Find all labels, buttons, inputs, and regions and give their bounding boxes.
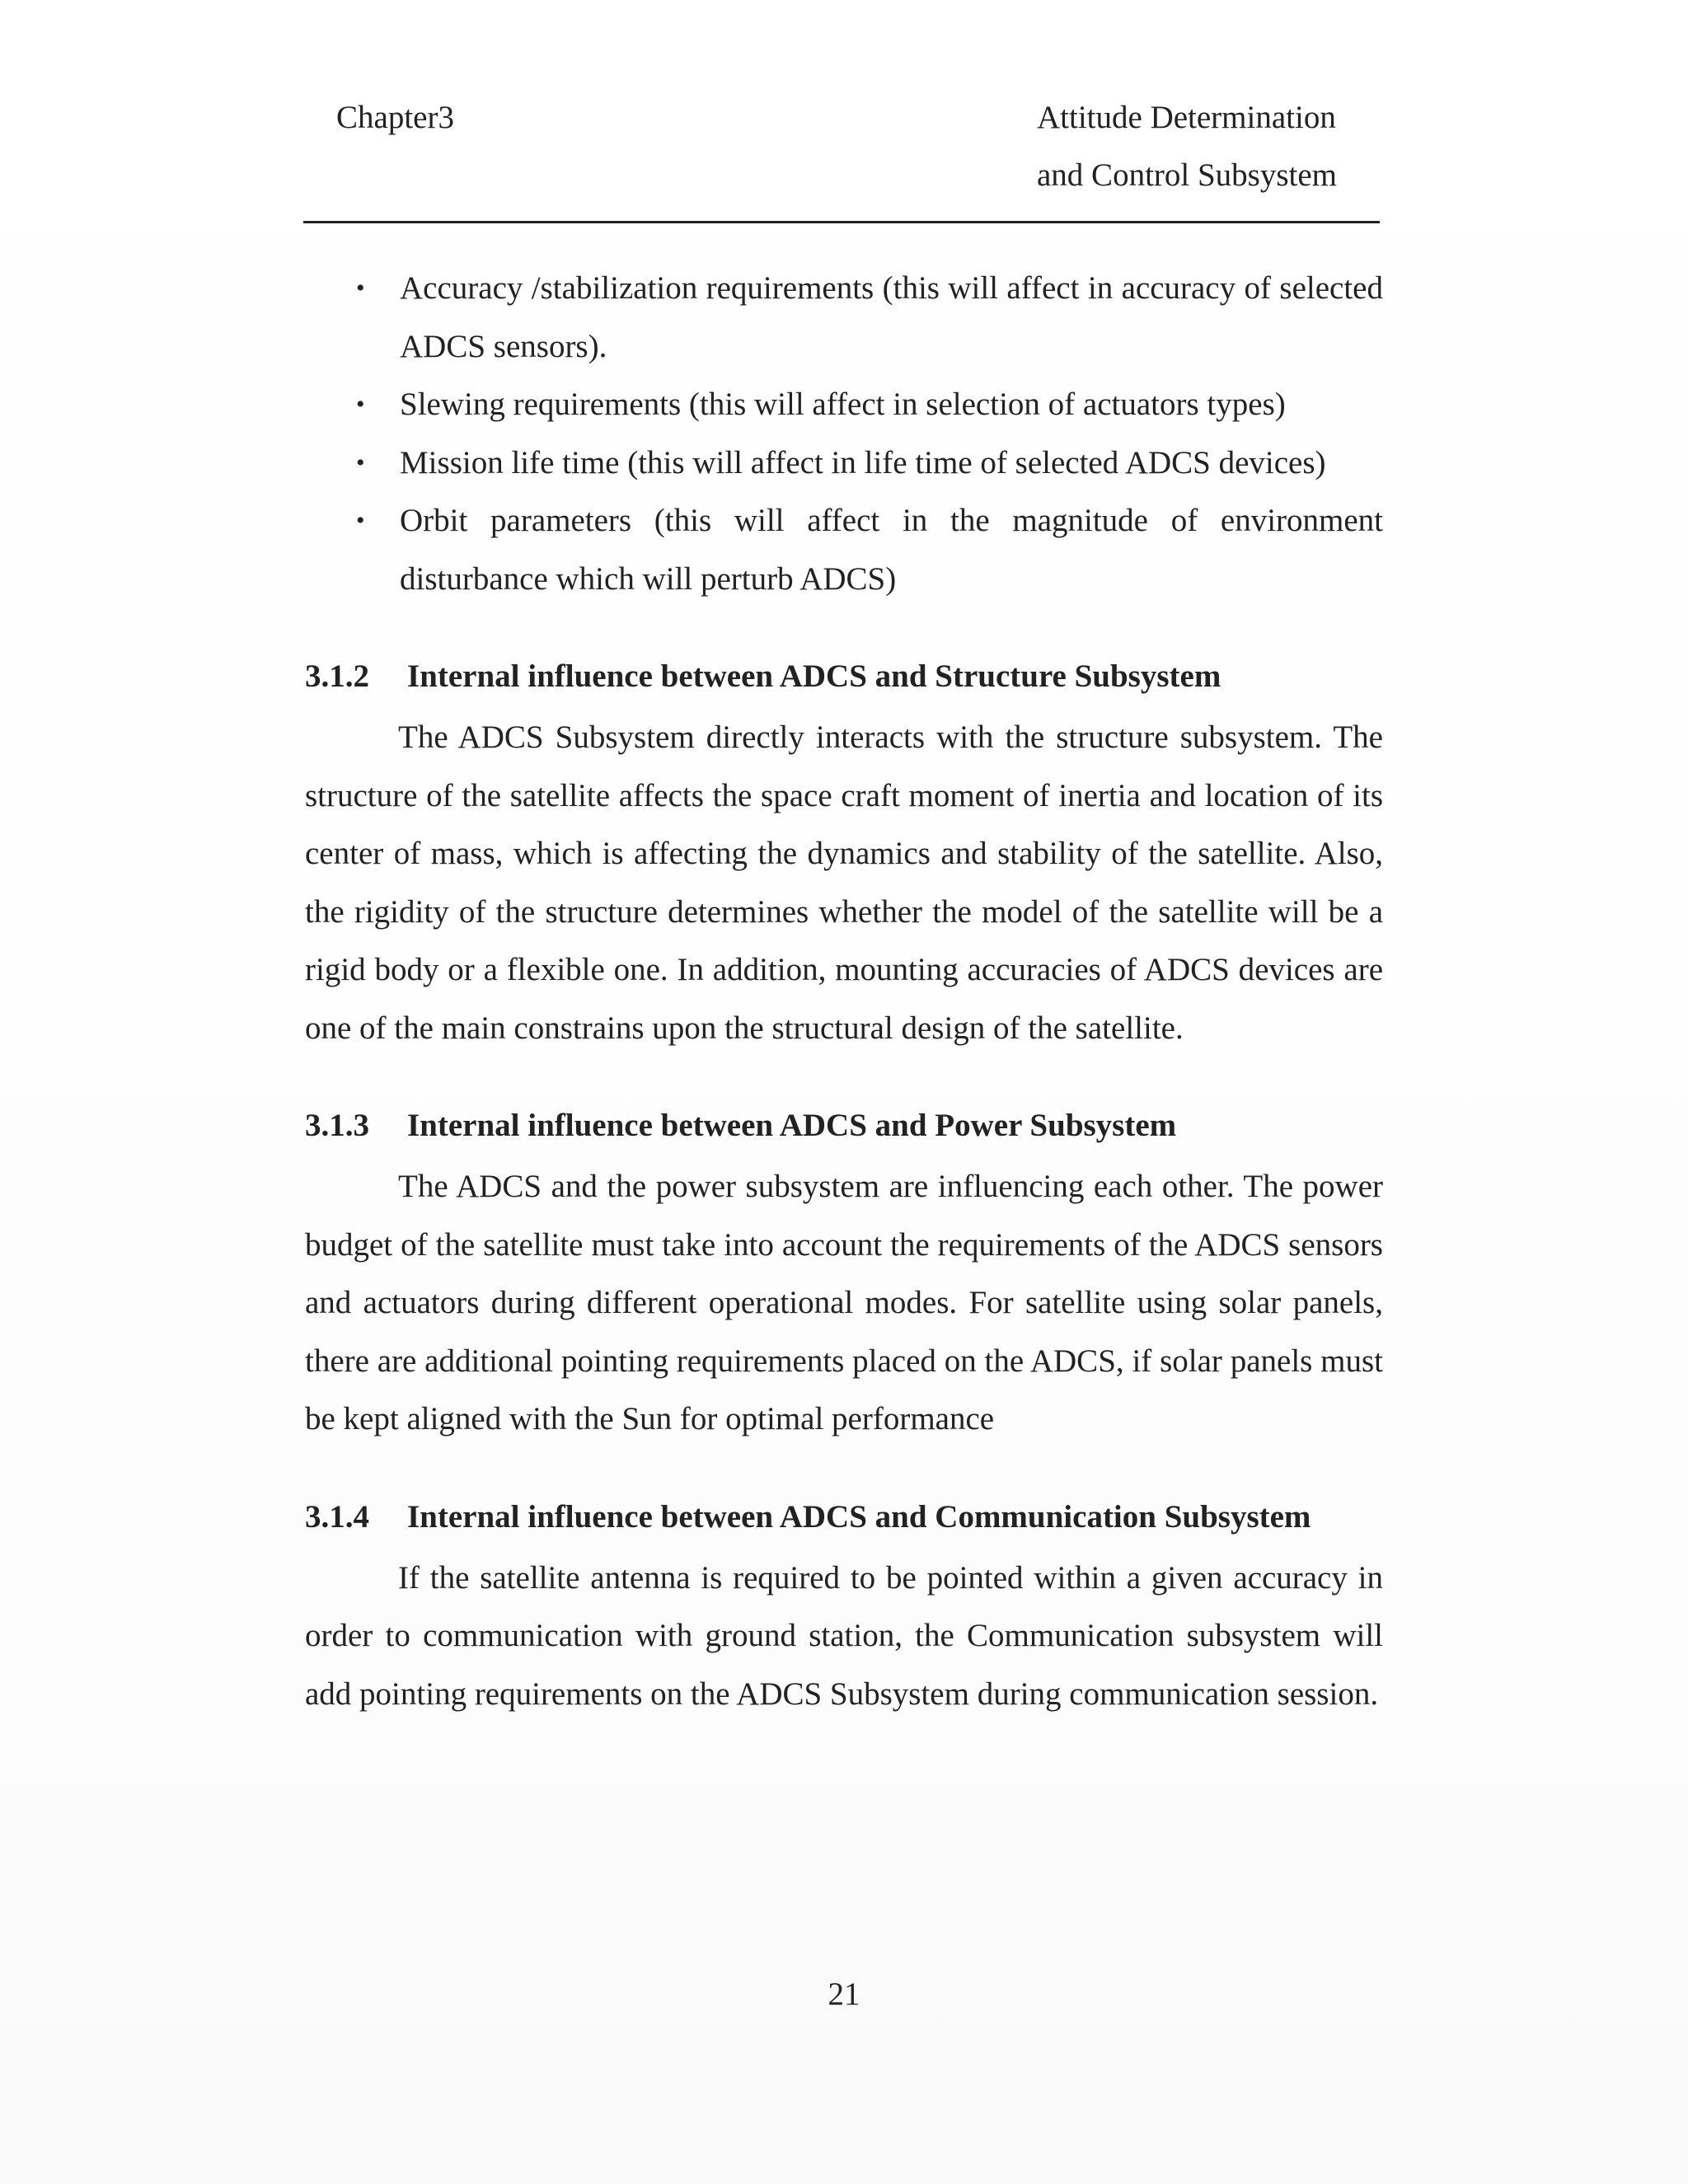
section-number: 3.1.2 (305, 658, 369, 694)
section-body-3-1-2: The ADCS Subsystem directly interacts with the structure subsystem. The structure of the satellite affects the space craft moment of inertia and location of its center of mass, which is affecting the dynamics and stability of the satellite. Also, the rigidity of the structure determines whether the model of the satellite will be a rigid body or a flexible one. In addition, mounting accuracies of ADCS devices are one of the main constrains upon the structural design of the satellite. (305, 719, 1383, 1046)
bullet-icon: • (356, 391, 365, 418)
bullet-icon: • (356, 448, 365, 476)
list-item (305, 492, 1383, 608)
section-number: 3.1.4 (305, 1498, 369, 1535)
bullet-icon: • (356, 507, 365, 534)
section-heading-3-1-2 (305, 648, 1383, 705)
list-item-text: Slewing requirements (this will affect in selection of actuators types) (400, 387, 1286, 422)
requirements-list (305, 260, 1383, 608)
list-item (305, 260, 1383, 376)
list-item (305, 376, 1383, 434)
list-item-text: Orbit parameters (this will affect in the magnitude of environment disturbance which will perturb ADCS) (400, 503, 1383, 597)
chapter-label: Chapter3 (336, 100, 454, 135)
section-heading-3-1-3 (305, 1097, 1383, 1155)
list-item-text: Accuracy /stabilization requirements (this will affect in accuracy of selected ADCS sensors). (400, 270, 1383, 364)
bullet-icon: • (356, 274, 365, 302)
section-title: Internal influence between ADCS and Structure Subsystem (407, 658, 1221, 694)
section-title: Internal influence between ADCS and Power Subsystem (407, 1108, 1177, 1143)
section-body-3-1-4: If the satellite antenna is required to be pointed within a given accuracy in order to communication with ground station, the Communication subsystem will add pointing requirements on the ADCS Subsystem during communication session. (305, 1559, 1383, 1712)
chapter-title-line-1: Attitude Determination (1037, 100, 1336, 135)
section-number: 3.1.3 (305, 1108, 369, 1143)
header-divider (303, 221, 1380, 223)
section-body-3-1-3: The ADCS and the power subsystem are influencing each other. The power budget of the satellite must take into account the requirements of the ADCS sensors and actuators during different operational modes. For satellite using solar panels, there are additional pointing requirements placed on the ADCS, if solar panels must be kept aligned with the Sun for optimal performance (305, 1169, 1383, 1436)
list-item-text: Mission life time (this will affect in life time of selected ADCS devices) (400, 444, 1326, 480)
section-title: Internal influence between ADCS and Communication Subsystem (407, 1498, 1311, 1535)
page-number: 21 (828, 1976, 860, 2012)
list-item (305, 434, 1383, 493)
chapter-title-line-2: and Control Subsystem (1037, 157, 1338, 193)
page-content (305, 260, 1383, 1723)
section-heading-3-1-4 (305, 1488, 1383, 1546)
chapter-title (1037, 89, 1383, 204)
